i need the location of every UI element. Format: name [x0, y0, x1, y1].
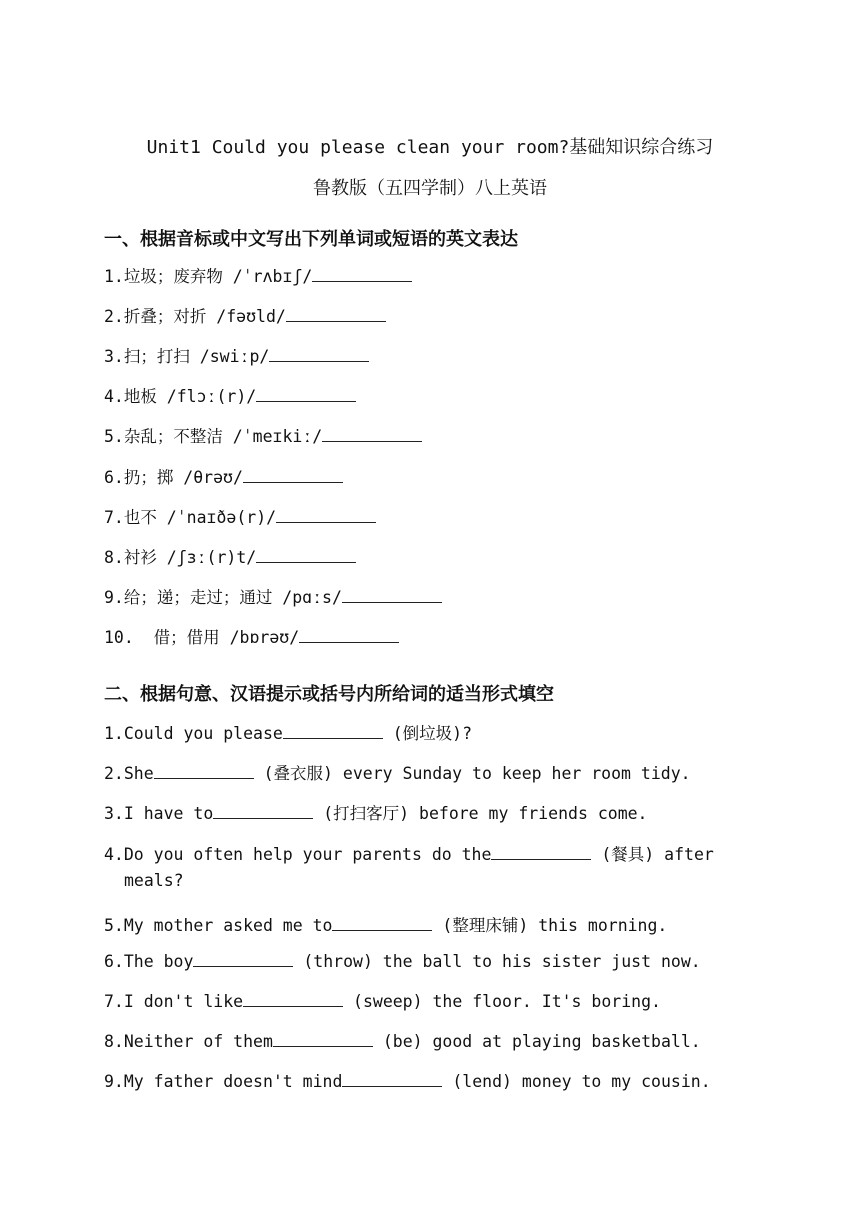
fill-text-after: (打扫客厅) before my friends come.	[313, 804, 648, 823]
vocab-text: 7.也不 /ˈnaɪðə(r)/	[104, 508, 277, 527]
fill-text-before: 9.My father doesn't mind	[104, 1072, 343, 1091]
fill-item-continuation: meals?	[124, 871, 184, 890]
answer-blank[interactable]	[312, 267, 412, 282]
vocab-text: 4.地板 /flɔː(r)/	[104, 387, 257, 406]
answer-blank[interactable]	[213, 804, 313, 819]
fill-item	[104, 1032, 701, 1051]
fill-text-before: 6.The boy	[104, 952, 194, 971]
vocab-text: 9.给；递；走过；通过 /pɑːs/	[104, 588, 342, 607]
answer-blank[interactable]	[256, 548, 356, 563]
vocab-item	[104, 423, 422, 447]
vocab-text: 6.扔；掷 /θrəʊ/	[104, 468, 243, 487]
vocab-text: 2.折叠；对折 /fəʊld/	[104, 307, 286, 326]
section1-heading: 一、根据音标或中文写出下列单词或短语的英文表达	[104, 229, 518, 250]
fill-item	[104, 720, 472, 744]
fill-text-before: 2.She	[104, 764, 154, 783]
answer-blank[interactable]	[491, 845, 591, 860]
answer-blank[interactable]	[342, 1072, 442, 1087]
vocab-item	[104, 263, 412, 287]
vocab-item	[104, 464, 343, 488]
fill-text-after: (sweep) the floor. It's boring.	[343, 992, 661, 1011]
vocab-item	[104, 303, 386, 327]
fill-text-after: (be) good at playing basketball.	[372, 1032, 701, 1051]
vocab-item	[104, 343, 369, 367]
vocab-text: 1.垃圾；废弃物 /ˈrʌbɪʃ/	[104, 267, 313, 286]
section2-heading: 二、根据句意、汉语提示或括号内所给词的适当形式填空	[104, 684, 554, 705]
fill-text-before: 8.Neither of them	[104, 1032, 273, 1051]
answer-blank[interactable]	[256, 387, 356, 402]
fill-text-after: (throw) the ball to his sister just now.	[293, 952, 701, 971]
vocab-text: 10. 借；借用 /bɒrəʊ/	[104, 628, 300, 647]
vocab-item	[104, 544, 356, 568]
fill-item	[104, 952, 701, 971]
fill-item	[104, 1072, 711, 1091]
answer-blank[interactable]	[243, 468, 343, 483]
vocab-item	[104, 584, 442, 608]
fill-item	[104, 992, 661, 1011]
fill-text-after: (整理床铺) this morning.	[432, 916, 668, 935]
answer-blank[interactable]	[322, 427, 422, 442]
fill-text-after: (lend) money to my cousin.	[442, 1072, 711, 1091]
answer-blank[interactable]	[243, 992, 343, 1007]
answer-blank[interactable]	[276, 508, 376, 523]
answer-blank[interactable]	[154, 764, 254, 779]
fill-item	[104, 841, 714, 865]
answer-blank[interactable]	[269, 347, 369, 362]
vocab-item	[104, 624, 399, 648]
vocab-text: 3.扫；打扫 /swiːp/	[104, 347, 270, 366]
answer-blank[interactable]	[273, 1032, 373, 1047]
answer-blank[interactable]	[283, 724, 383, 739]
fill-text-after: (叠衣服) every Sunday to keep her room tidy.	[253, 764, 691, 783]
fill-item	[104, 800, 648, 824]
answer-blank[interactable]	[332, 916, 432, 931]
answer-blank[interactable]	[342, 588, 442, 603]
fill-text-before: 4.Do you often help your parents do the	[104, 845, 492, 864]
fill-item	[104, 760, 691, 784]
fill-item	[104, 912, 667, 936]
vocab-text: 8.衬衫 /ʃɜː(r)t/	[104, 548, 257, 567]
fill-text-after: (餐具) after	[591, 845, 714, 864]
fill-text-before: 7.I don't like	[104, 992, 244, 1011]
fill-text-before: 1.Could you please	[104, 724, 283, 743]
worksheet-title: Unit1 Could you please clean your room?基础知识综合练习	[146, 137, 714, 158]
answer-blank[interactable]	[193, 952, 293, 967]
answer-blank[interactable]	[286, 307, 386, 322]
fill-text-before: 5.My mother asked me to	[104, 916, 333, 935]
fill-text-before: 3.I have to	[104, 804, 214, 823]
answer-blank[interactable]	[299, 628, 399, 643]
fill-text-after: (倒垃圾)?	[382, 724, 473, 743]
vocab-item	[104, 383, 356, 407]
vocab-item	[104, 504, 376, 528]
worksheet-subtitle: 鲁教版（五四学制）八上英语	[313, 178, 547, 199]
vocab-text: 5.杂乱；不整洁 /ˈmeɪkiː/	[104, 427, 323, 446]
